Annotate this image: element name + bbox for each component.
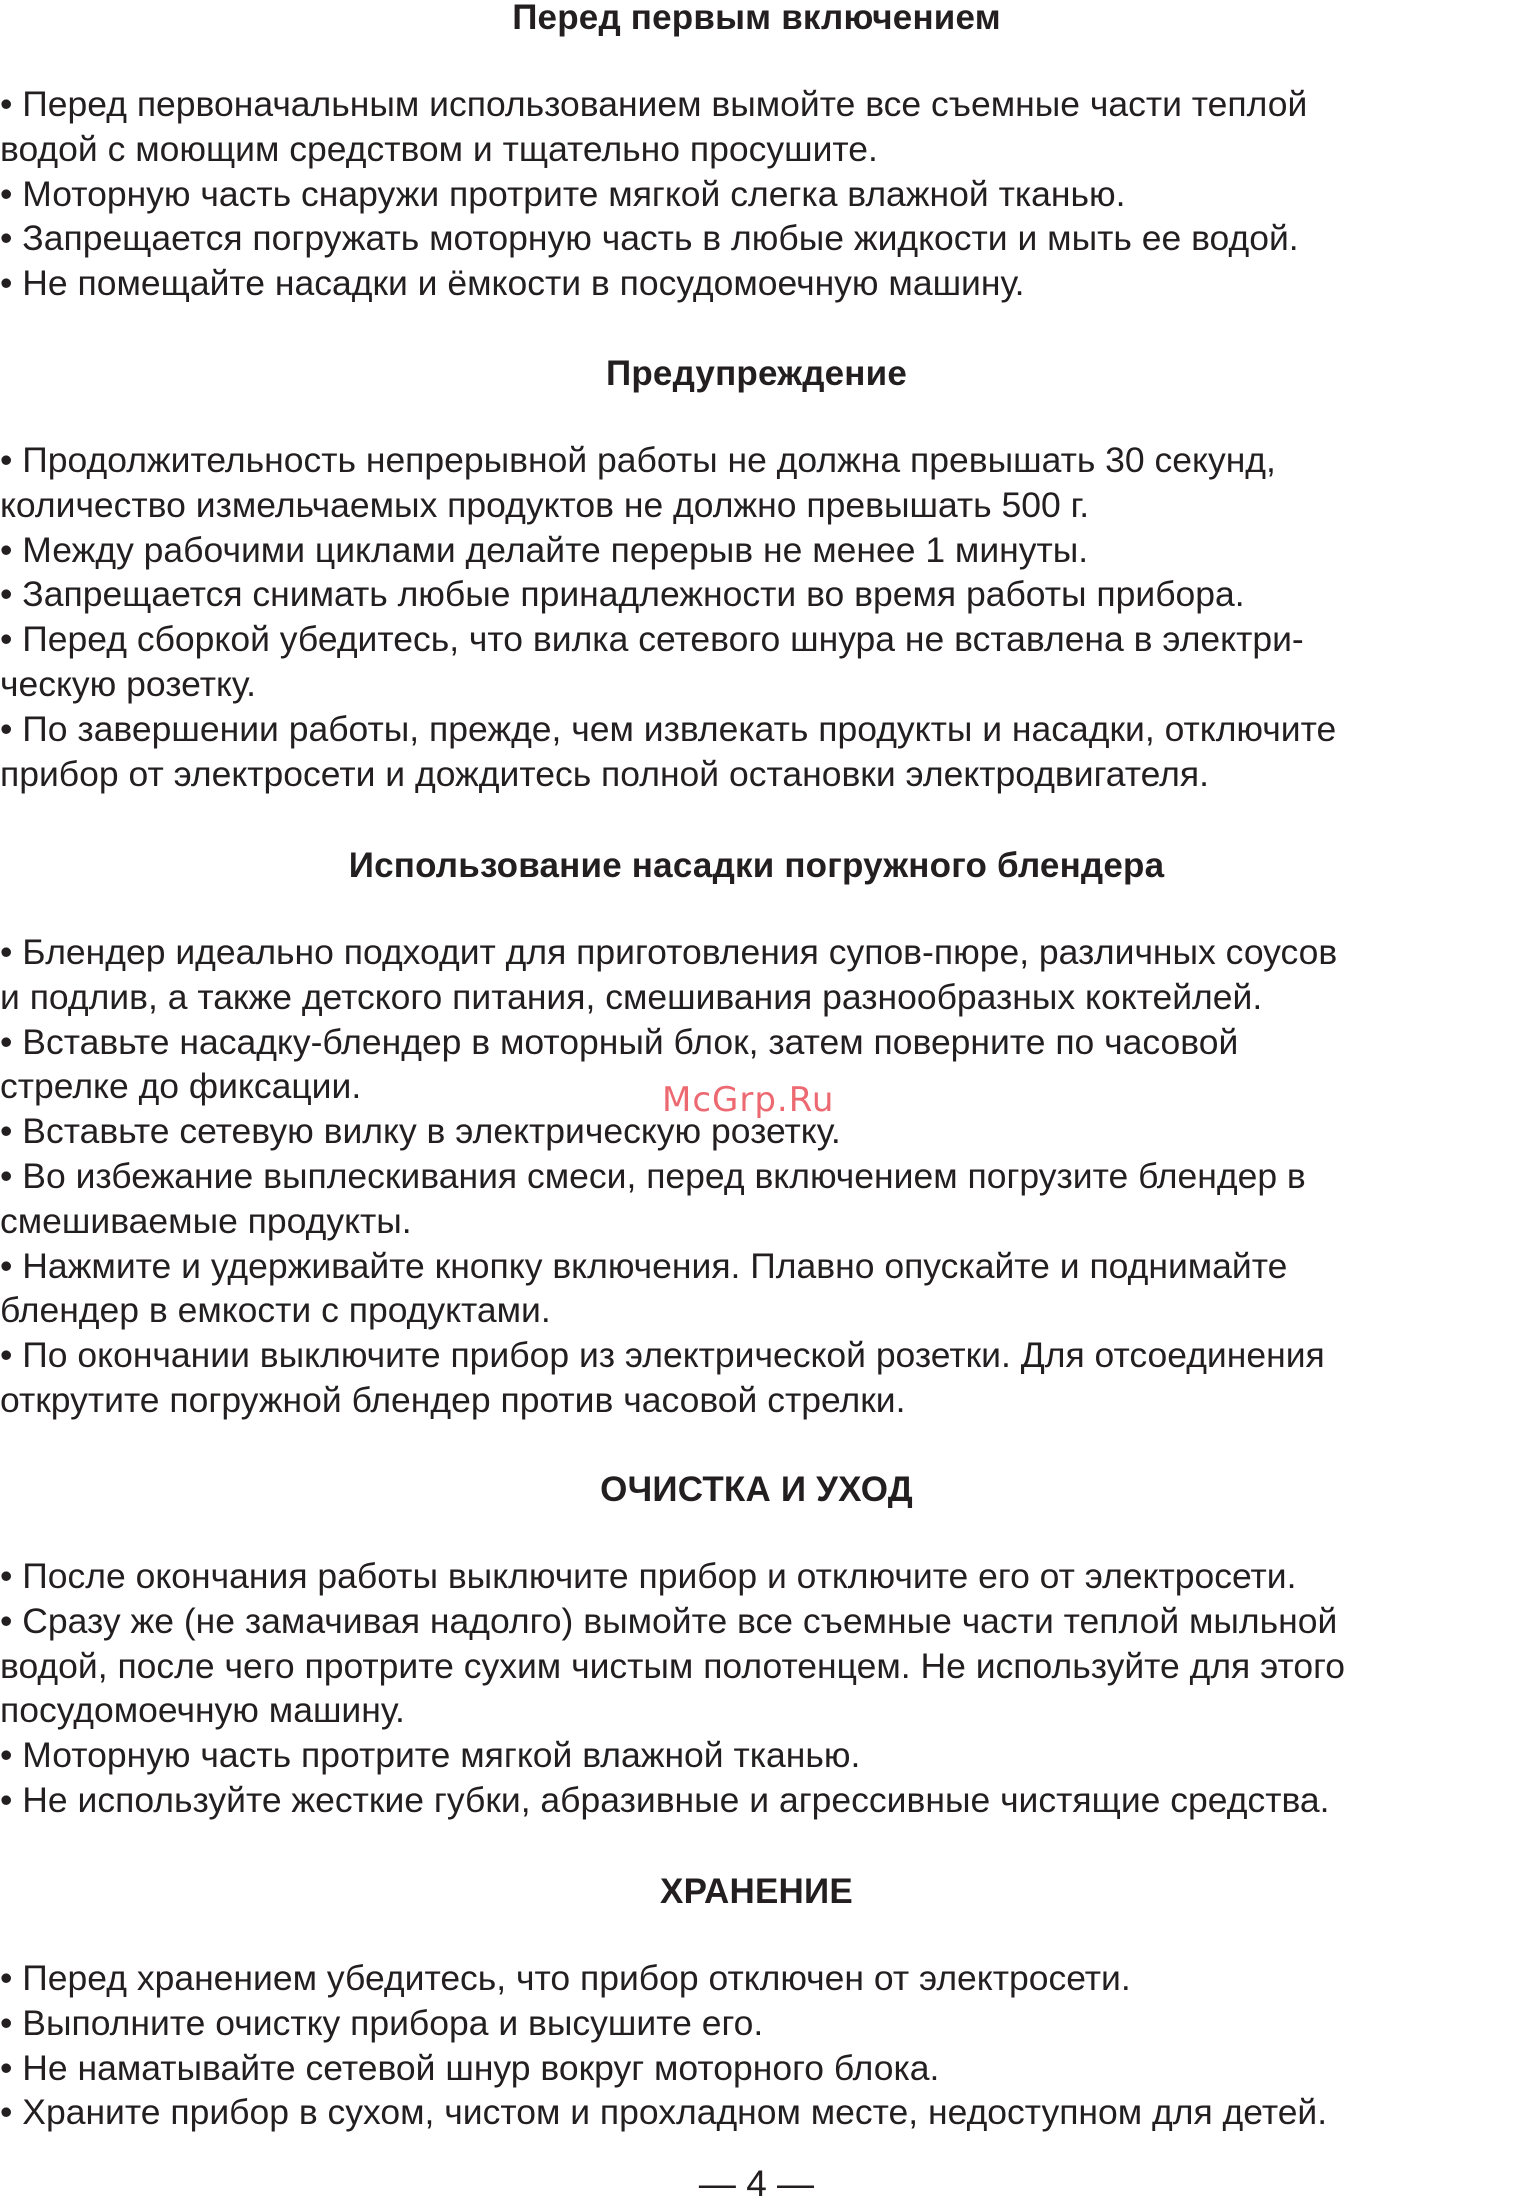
text-line: водой, после чего протрите сухим чистым полотенцем. Не используйте для этого [0, 1645, 1345, 1686]
text-line: • Не помещайте насадки и ёмкости в посудомоечную машину. [0, 263, 1025, 304]
text-line: и подлив, а также детского питания, смешивания разнообразных коктейлей. [0, 976, 1263, 1017]
text-line: открутите погружной блендер против часовой стрелки. [0, 1379, 906, 1420]
text-line: • Храните прибор в сухом, чистом и прохладном месте, недоступном для детей. [0, 2092, 1328, 2133]
text-line: • Запрещается снимать любые принадлежности во время работы прибора. [0, 574, 1245, 615]
watermark: McGrp.Ru [662, 1080, 835, 1120]
text-line: • Перед сборкой убедитесь, что вилка сетевого шнура не вставлена в электри- [0, 619, 1304, 660]
text-line: • Блендер идеально подходит для приготовления супов-пюре, различных соусов [0, 932, 1338, 972]
text-line: прибор от электросети и дождитесь полной остановки электродвигателя. [0, 753, 1209, 794]
section-items [0, 82, 1513, 306]
section-items [0, 1956, 1513, 2135]
text-line: • Не используйте жесткие губки, абразивные и агрессивные чистящие средства. [0, 1779, 1330, 1820]
text-line: • Продолжительность непрерывной работы не должна превышать 30 секунд, [0, 440, 1276, 480]
text-line: • Перед хранением убедитесь, что прибор отключен от электросети. [0, 1958, 1131, 1998]
text-line: смешиваемые продукты. [0, 1200, 412, 1241]
text-line: посудомоечную машину. [0, 1690, 405, 1731]
section-heading: Предупреждение [605, 354, 908, 393]
text-line: • По завершении работы, прежде, чем извлекать продукты и насадки, отключите [0, 708, 1337, 749]
section-heading: Использование насадки погружного блендера [348, 846, 1165, 885]
text-line: • Вставьте насадку-блендер в моторный блок, затем поверните по часовой [0, 1021, 1239, 1062]
text-line: • Моторную часть снаружи протрите мягкой слегка влажной тканью. [0, 173, 1126, 214]
page-number: — 4 — [698, 2163, 815, 2204]
section-items [0, 438, 1513, 796]
text-line: • Не наматывайте сетевой шнур вокруг моторного блока. [0, 2047, 940, 2088]
text-line: • Запрещается погружать моторную часть в любые жидкости и мыть ее водой. [0, 218, 1299, 259]
text-line: • Во избежание выплескивания смеси, перед включением погрузите блендер в [0, 1155, 1306, 1196]
text-line: • Перед первоначальным использованием вымойте все съемные части теплой [0, 84, 1308, 124]
text-line: • Вставьте сетевую вилку в электрическую розетку. [0, 1111, 841, 1152]
section-heading: Перед первым включением [512, 0, 1001, 37]
section-heading: ХРАНЕНИЕ [660, 1872, 853, 1911]
text-line: • Между рабочими циклами делайте перерыв не менее 1 минуты. [0, 529, 1089, 570]
section-heading: ОЧИСТКА И УХОД [600, 1470, 913, 1509]
text-line: стрелке до фиксации. [0, 1066, 362, 1107]
text-line: • По окончании выключите прибор из электрической розетки. Для отсоединения [0, 1335, 1325, 1376]
text-line: • Сразу же (не замачивая надолго) вымойте все съемные части теплой мыльной [0, 1600, 1338, 1641]
text-line: блендер в емкости с продуктами. [0, 1290, 551, 1331]
text-line: водой с моющим средством и тщательно просушите. [0, 128, 878, 169]
text-line: • Выполните очистку прибора и высушите его. [0, 2002, 764, 2043]
section-items [0, 1554, 1513, 1823]
text-line: • Нажмите и удерживайте кнопку включения. Плавно опускайте и поднимайте [0, 1245, 1288, 1286]
text-line: • Моторную часть протрите мягкой влажной тканью. [0, 1735, 861, 1776]
text-line: ческую розетку. [0, 663, 256, 704]
text-line: количество измельчаемых продуктов не должно превышать 500 г. [0, 484, 1090, 525]
text-line: • После окончания работы выключите прибор и отключите его от электросети. [0, 1556, 1297, 1596]
section-items [0, 930, 1513, 1423]
